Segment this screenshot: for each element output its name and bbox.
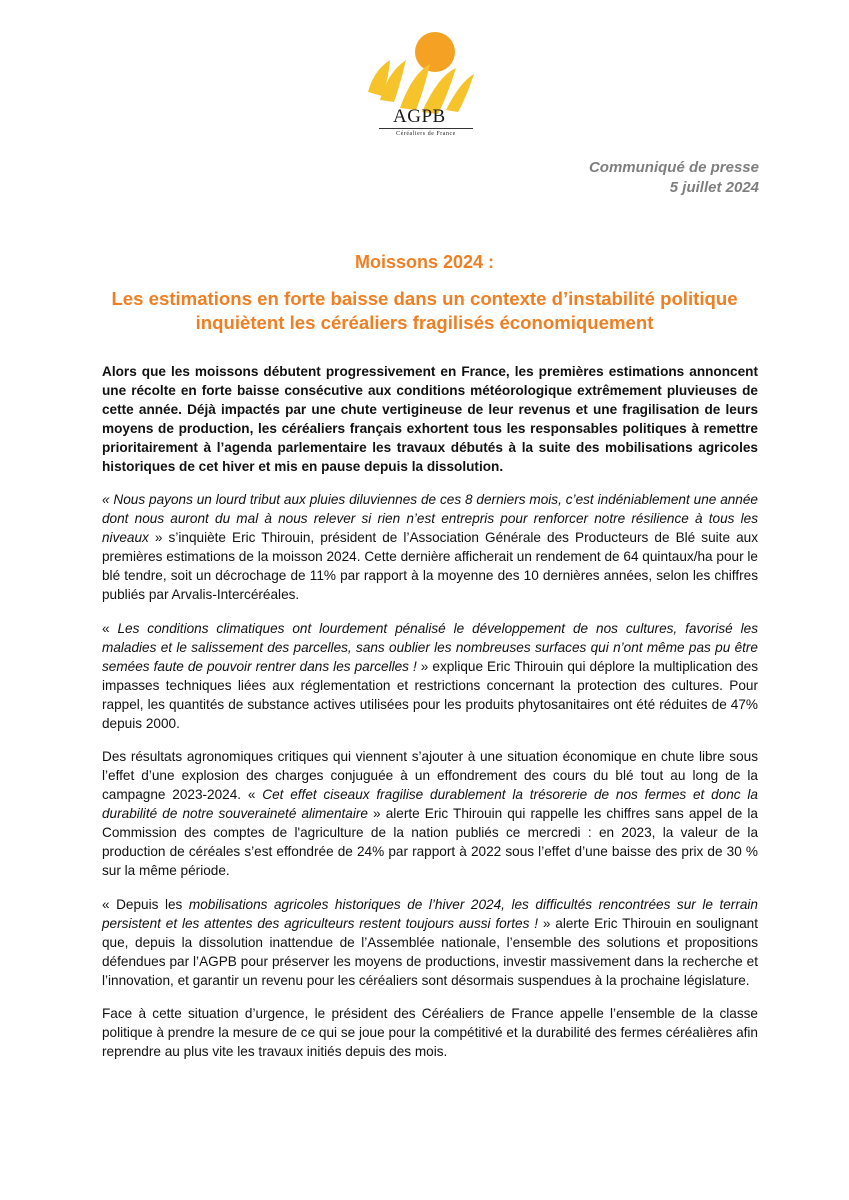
text-3a: Des résultats agronomiques critiques qui viennent s’ajouter à une situation économique en chute libre sous l’effet d’une explosion des charges conjuguée à un effondrement des cours du blé tout au long de la campagne 2023-2024. « [102, 749, 758, 802]
logo-divider [379, 128, 473, 129]
quote-4: mobilisations agricoles historiques de l’hiver 2024, les difficultés rencontrées sur le terrain persistent et les attentes des agriculteurs restent toujours aussi fortes ! [102, 896, 758, 931]
text-1: » s’inquiète Eric Thirouin, président de l’Association Générale des Producteurs de Blé suite aux premières estimations de la moisson 2024. Cette dernière afficherait un rendement de 64 quintaux/ha pour le blé tendre, soit un décrochage de 11% par rapport à la moyenne des 10 dernières années, selon les chiffres publiés par Arvalis-Intercéréales. [102, 530, 758, 602]
paragraph-5: Face à cette situation d’urgence, le président des Céréaliers de France appelle l’ensemble de la classe politique à prendre la mesure de ce qui se joue pour la compétitivé et la durabilité des fermes céréalières afin reprendre au plus vite les travaux initiés depuis des mois. [102, 1006, 758, 1059]
quote-2: Les conditions climatiques ont lourdement pénalisé le développement de nos cultures, favorisé les maladies et le salissement des parcelles, sans oublier les nombreuses surfaces qui n’ont même pas pu être semées faute de pouvoir rentrer dans les parcelles ! [102, 620, 759, 674]
paragraph-2 [102, 619, 758, 733]
doc-date: 5 juillet 2024 [669, 179, 759, 196]
paragraph-4 [102, 895, 758, 990]
title-main: Moissons 2024 : [354, 252, 495, 272]
text-4b: » alerte Eric Thirouin en soulignant que, depuis la dissolution inattendue de l’Assemblée nationale, l’ensemble des solutions et propositions défendues par l’AGPB pour préserver les moyens de productions, investir massivement dans la recherche et l’innovation, et garantir un revenu pour les céréaliers sont désormais suspendues à la prochaine législature. [102, 915, 758, 988]
paragraph-3 [102, 747, 758, 880]
quote-3: Cet effet ciseaux fragilise durablement la trésorerie de nos fermes et donc la durabilité de notre souveraineté alimentaire [102, 787, 758, 821]
title-subtitle: Les estimations en forte baisse dans un contexte d’instabilité politique inquiètent les céréaliers fragilisés économiquement [111, 288, 738, 333]
quote-1: « Nous payons un lourd tribut aux pluies diluviennes de ces 8 derniers mois, c’est indéniablement une année dont nous auront du mal à nous relever si rien n’est entrepris pour renforcer notre résilience à tous les niveaux [102, 492, 758, 545]
lead-paragraph: Alors que les moissons débutent progressivement en France, les premières estimations annoncent une récolte en forte baisse consécutive aux conditions météorologique extrêmement pluvieuses de cette année. Déjà impactés par une chute vertigineuse de leur revenus et une fragilisation de leurs moyens de production, les céréaliers français exhortent tous les responsables politiques à remettre prioritairement à l’agenda parlementaire les travaux débutés à la suite des mobilisations agricoles historiques de cet hiver et mis en pause depuis la dissolution. [102, 364, 758, 474]
quote-open-2: « [102, 620, 118, 636]
doc-type: Communiqué de presse [588, 159, 759, 176]
text-4a: « Depuis les [102, 896, 189, 912]
press-header [589, 158, 759, 198]
article-body [102, 362, 758, 1076]
agpb-logo [360, 30, 490, 160]
logo-subtitle: Céréaliers de France [396, 131, 456, 137]
text-2: » explique Eric Thirouin qui déplore la multiplication des impasses techniques liées aux réglementation et restrictions concernant la protection des cultures. Pour rappel, les quantités de substance actives utilisées pour les produits phytosanitaires ont été réduites de 47% depuis 2000. [102, 658, 759, 731]
paragraph-1 [102, 490, 758, 604]
text-3b: » alerte Eric Thirouin qui rappelle les chiffres sans appel de la Commission des comptes de l'agriculture de la nation publiés ce mercredi : en 2023, la valeur de la production de céréales s’est effondrée de 24% par rapport à 2022 sous l’effet d’une baisse des prix de 30 % sur la même période. [102, 806, 758, 878]
logo-name: AGPB [393, 106, 446, 127]
